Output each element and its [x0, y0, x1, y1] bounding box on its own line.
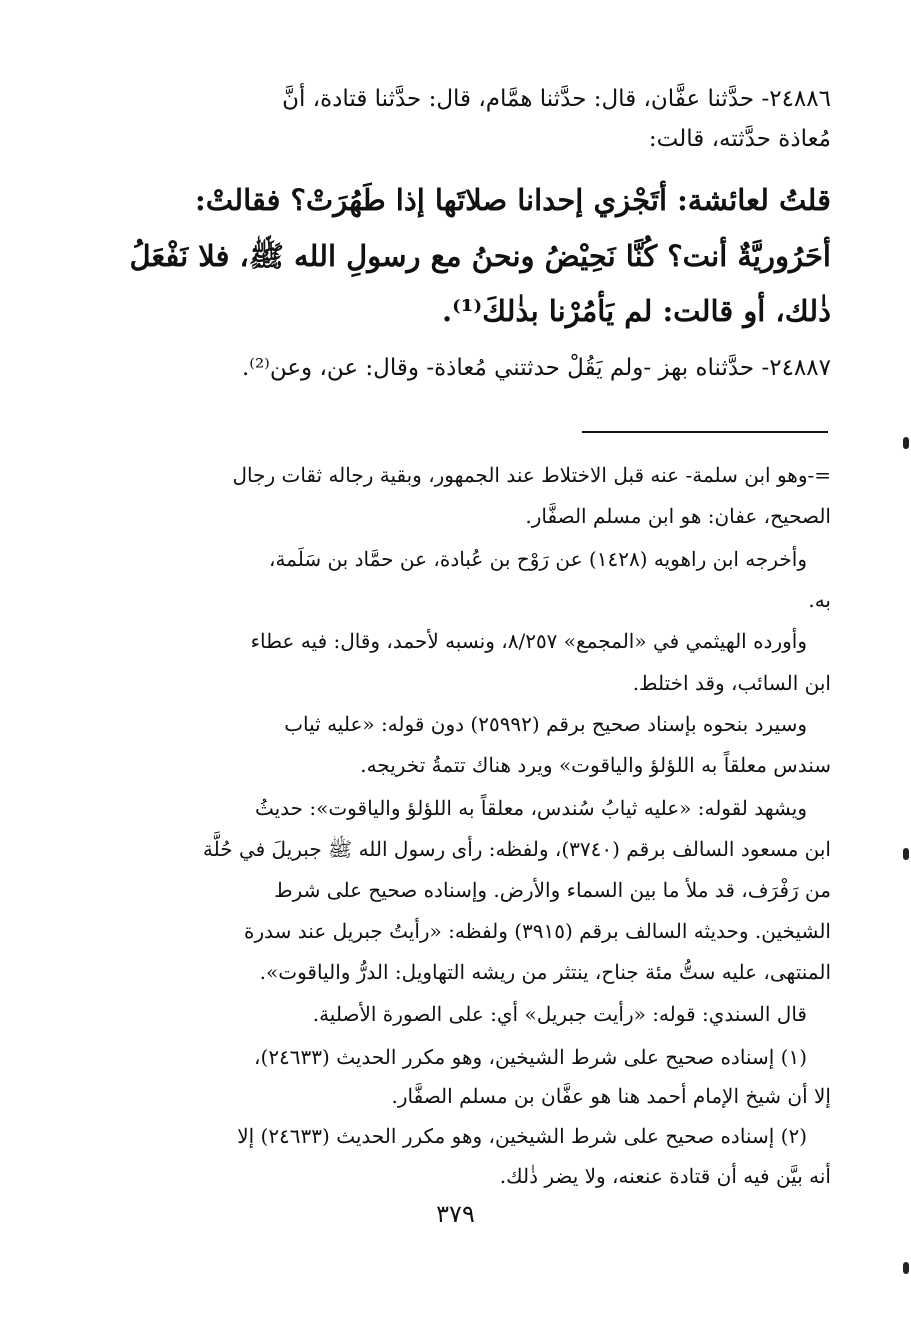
footnote-line: به.	[808, 588, 831, 612]
footnote-line: المنتهى، عليه ستُّ مئة جناح، ينتثر من ريشه التهاويل: الدرُّ والياقوت».	[259, 960, 831, 984]
hadith-24886-matn-line-2: أحَرُوريَّةٌ أنت؟ كُنَّا نَحِيْضُ ونحنُ مع رسولِ الله ﷺ، فلا نَفْعَلُ	[129, 239, 831, 273]
footnote-line: (١) إسناده صحيح على شرط الشيخين، وهو مكرر الحديث (٢٤٦٣٣)،	[254, 1045, 807, 1069]
footnote-line: ابن السائب، وقد اختلط.	[632, 671, 831, 695]
footnote-line: (٢) إسناده صحيح على شرط الشيخين، وهو مكرر الحديث (٢٤٦٣٣) إلا	[237, 1124, 807, 1148]
scan-mark	[903, 1262, 909, 1274]
scan-mark	[903, 848, 909, 860]
hadith-24886-isnad-line-1: ٢٤٨٨٦- حدَّثنا عفَّان، قال: حدَّثنا همَّام، قال: حدَّثنا قتادة، أنَّ	[282, 86, 831, 112]
hadith-24886-matn-line-3: ذٰلك، أو قالت: لم يَأمُرْنا بذٰلكَ⁽¹⁾.	[442, 294, 831, 328]
footnote-line: قال السندي: قوله: «رأيت جبريل» أي: على الصورة الأصلية.	[312, 1002, 807, 1026]
hadith-24886-matn-line-1: قلتُ لعائشة: أتَجْزي إحدانا صلاتَها إذا طَهُرَتْ؟ فقالتْ:	[195, 183, 831, 217]
hadith-24886-isnad-line-2: مُعاذة حدَّثته، قالت:	[648, 126, 831, 152]
footnote-line: =-وهو ابن سلمة- عنه قبل الاختلاط عند الجمهور، وبقية رجاله ثقات رجال	[232, 463, 831, 487]
footnote-separator	[582, 431, 828, 433]
footnote-line: وأخرجه ابن راهويه (١٤٢٨) عن رَوْح بن عُبادة، عن حمَّاد بن سَلَمة،	[268, 547, 807, 571]
footnote-line: أنه بيَّن فيه أن قتادة عنعنه، ولا يضر ذٰلك.	[499, 1164, 831, 1188]
footnote-line: ويشهد لقوله: «عليه ثيابُ سُندس، معلقاً به اللؤلؤ والياقوت»: حديثُ	[254, 796, 807, 820]
hadith-24887-line: ٢٤٨٨٧- حدَّثناه بهز -ولم يَقُلْ حدثتني مُعاذة- وقال: عن، وعن⁽²⁾.	[241, 355, 831, 381]
footnote-line: ابن مسعود السالف برقم (٣٧٤٠)، ولفظه: رأى رسول الله ﷺ جبريلَ في حُلَّة	[202, 837, 831, 861]
footnote-line: إلا أن شيخ الإمام أحمد هنا هو عفَّان بن مسلم الصفَّار.	[391, 1084, 831, 1108]
page-number: ٣٧٩	[436, 1200, 475, 1228]
footnote-line: وأورده الهيثمي في «المجمع» ٨/٢٥٧، ونسبه لأحمد، وقال: فيه عطاء	[250, 629, 807, 653]
scan-mark	[903, 437, 909, 449]
footnote-line: وسيرد بنحوه بإسناد صحيح برقم (٢٥٩٩٢) دون قوله: «عليه ثياب	[284, 712, 807, 736]
footnote-line: سندس معلقاً به اللؤلؤ والياقوت» ويرد هناك تتمةُ تخريجه.	[360, 753, 831, 777]
footnote-line: الصحيح، عفان: هو ابن مسلم الصفَّار.	[525, 504, 831, 528]
footnote-line: الشيخين. وحديثه السالف برقم (٣٩١٥) ولفظه: «رأيتُ جبريل عند سدرة	[244, 919, 831, 943]
footnote-line: من رَفْرَف، قد ملأ ما بين السماء والأرض. وإسناده صحيح على شرط	[274, 878, 831, 902]
